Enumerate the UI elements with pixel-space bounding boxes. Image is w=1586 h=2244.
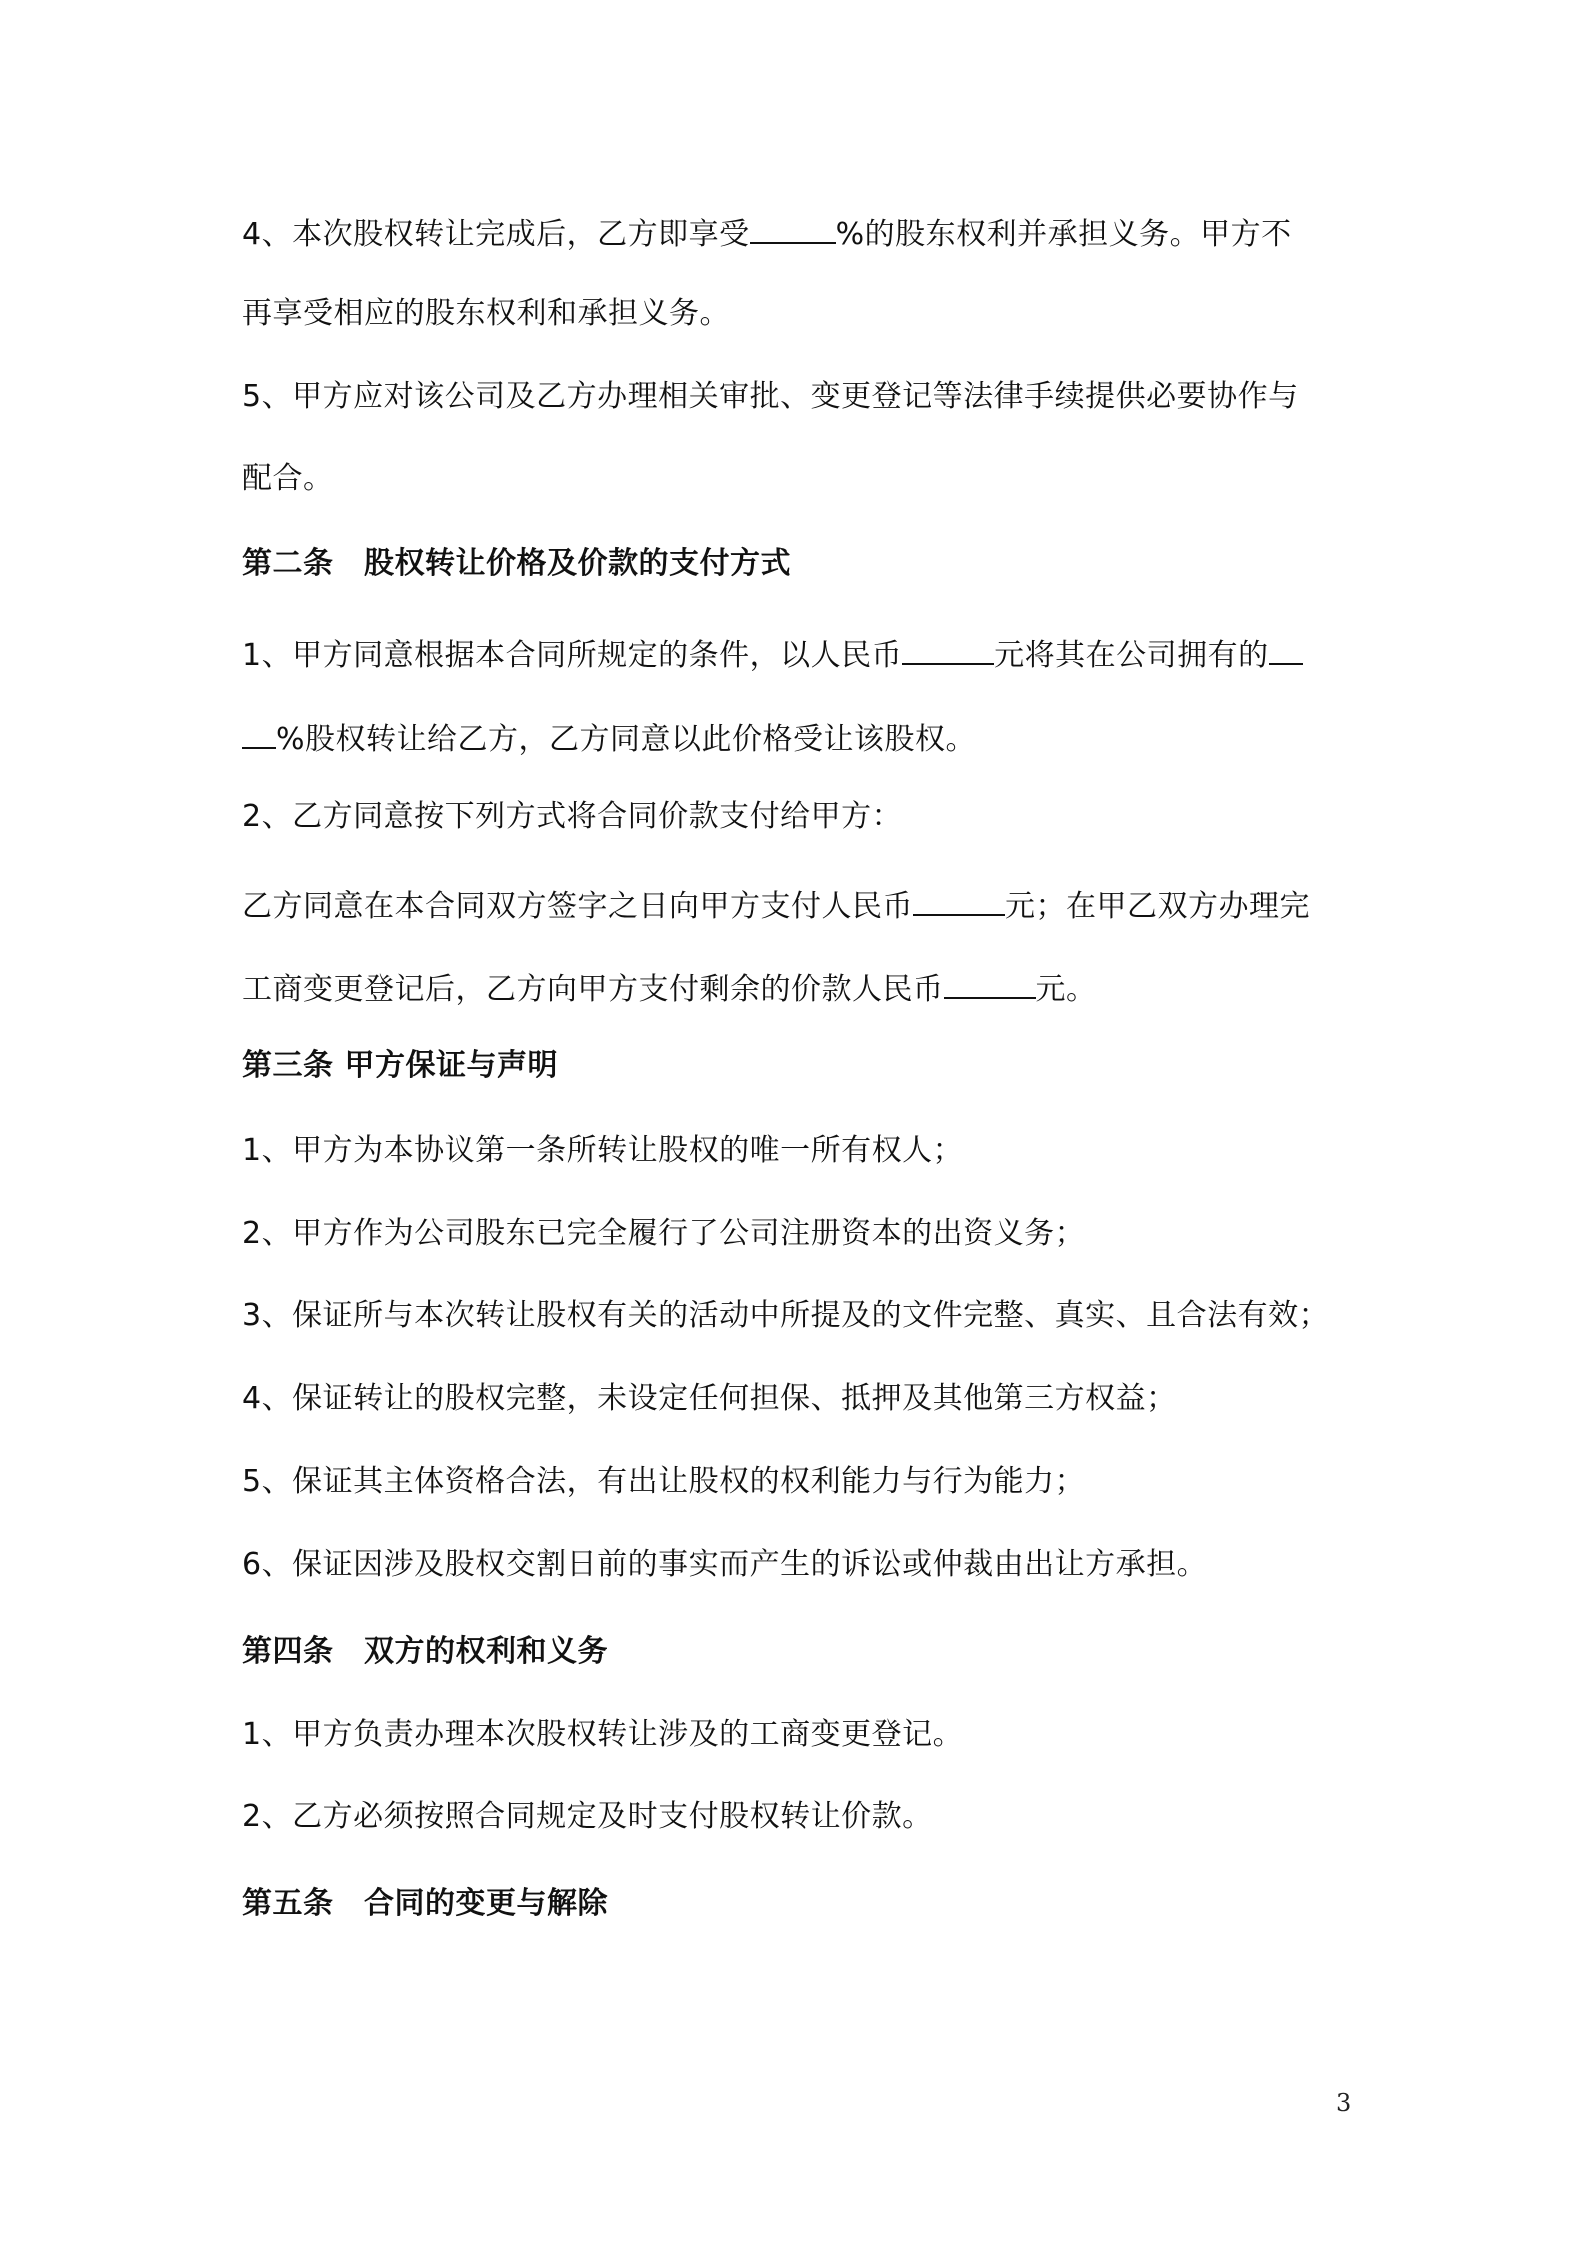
blank-first-payment — [913, 884, 1005, 916]
article-5-heading: 第五条 合同的变更与解除 — [242, 1886, 608, 1921]
clause-3-item-1: 1、甲方为本协议第一条所转让股权的唯一所有权人； — [242, 1133, 964, 1168]
blank-price — [902, 633, 994, 665]
text-segment: 4、本次股权转让完成后，乙方即享受 — [242, 217, 750, 252]
clause-1-item-5-line-2: 配合。 — [242, 461, 334, 496]
clause-1-item-5-line-1: 5、甲方应对该公司及乙方办理相关审批、变更登记等法律手续提供必要协作与 — [242, 379, 1299, 414]
text-segment: 乙方同意在本合同双方签字之日向甲方支付人民币 — [242, 889, 913, 924]
clause-1-item-4-line-2: 再享受相应的股东权利和承担义务。 — [242, 296, 730, 331]
clause-3-item-5: 5、保证其主体资格合法，有出让股权的权利能力与行为能力； — [242, 1464, 1086, 1499]
clause-2-item-2: 2、乙方同意按下列方式将合同价款支付给甲方： — [242, 799, 903, 834]
payment-terms-line-1 — [242, 884, 1310, 927]
clause-4-item-2: 2、乙方必须按照合同规定及时支付股权转让价款。 — [242, 1799, 933, 1834]
text-segment: 元。 — [1035, 972, 1097, 1007]
blank-percentage-end — [242, 717, 276, 749]
clause-4-item-1: 1、甲方负责办理本次股权转让涉及的工商变更登记。 — [242, 1717, 964, 1752]
blank-percentage-start — [1269, 633, 1303, 665]
blank-remaining-payment — [944, 967, 1036, 999]
article-2-heading: 第二条 股权转让价格及价款的支付方式 — [242, 546, 791, 581]
text-segment: 元将其在公司拥有的 — [994, 638, 1269, 673]
clause-2-item-1-line-1 — [242, 633, 1303, 676]
article-3-heading: 第三条 甲方保证与声明 — [242, 1048, 558, 1083]
payment-terms-line-2 — [242, 967, 1097, 1010]
clause-3-item-2: 2、甲方作为公司股东已完全履行了公司注册资本的出资义务； — [242, 1216, 1086, 1251]
text-segment: %的股东权利并承担义务。甲方不 — [835, 217, 1292, 252]
clause-2-item-1-line-2 — [242, 717, 976, 760]
text-segment: 元；在甲乙双方办理完 — [1005, 889, 1310, 924]
clause-3-item-6: 6、保证因涉及股权交割日前的事实而产生的诉讼或仲裁由出让方承担。 — [242, 1547, 1208, 1582]
clause-3-item-4: 4、保证转让的股权完整，未设定任何担保、抵押及其他第三方权益； — [242, 1381, 1177, 1416]
clause-1-item-4-line-1 — [242, 212, 1292, 255]
page-number: 3 — [1336, 2089, 1352, 2117]
blank-percentage — [750, 212, 836, 244]
text-segment: 工商变更登记后，乙方向甲方支付剩余的价款人民币 — [242, 972, 944, 1007]
clause-3-item-3: 3、保证所与本次转让股权有关的活动中所提及的文件完整、真实、且合法有效； — [242, 1298, 1330, 1333]
text-segment: 1、甲方同意根据本合同所规定的条件，以人民币 — [242, 638, 903, 673]
article-4-heading: 第四条 双方的权利和义务 — [242, 1634, 608, 1669]
text-segment: %股权转让给乙方，乙方同意以此价格受让该股权。 — [276, 722, 977, 757]
